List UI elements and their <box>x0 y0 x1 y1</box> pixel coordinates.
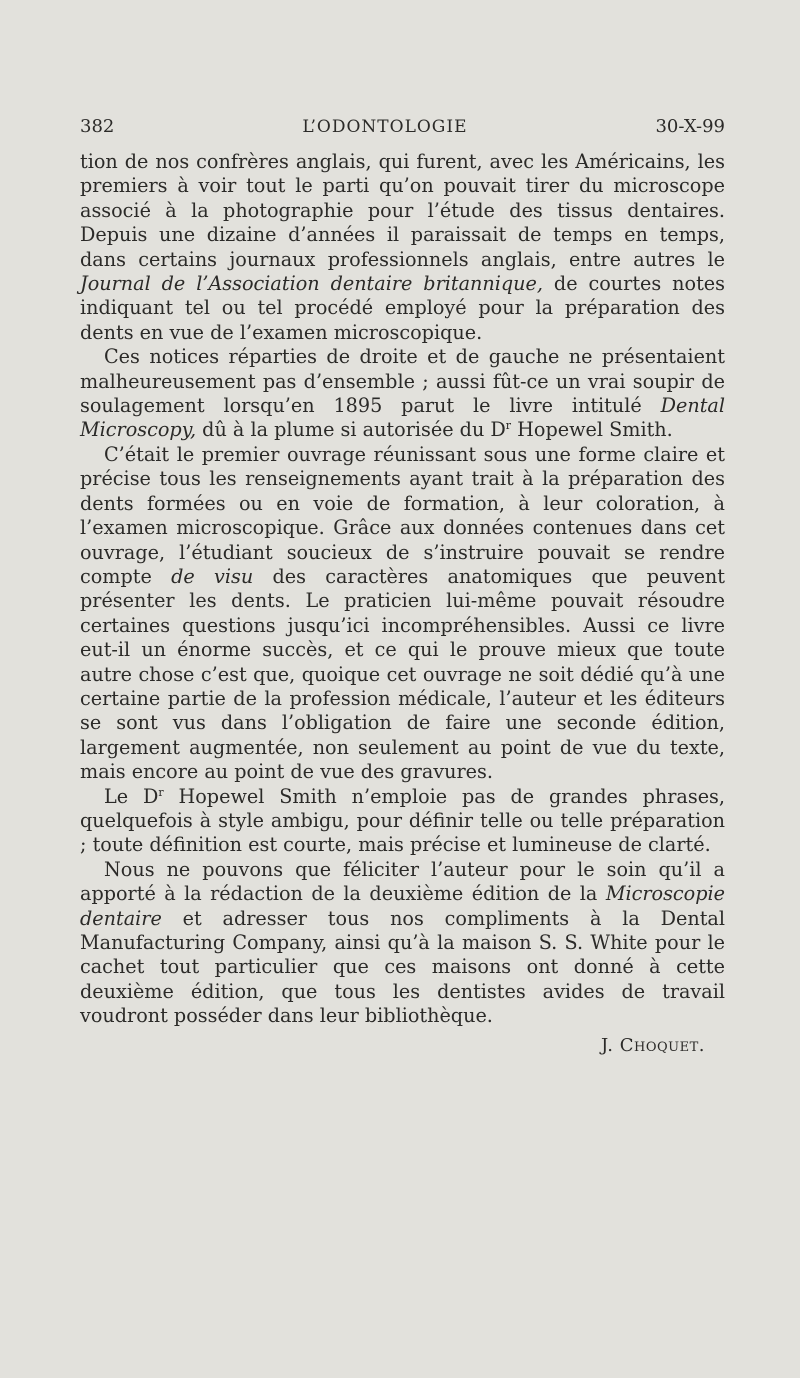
paragraph-4-start: Le D <box>104 784 159 808</box>
page-number: 382 <box>80 116 115 137</box>
paragraph-4-text: Hopewel Smith n’emploie pas de grandes phrases, quelquefois à style ambigu, pour définir telle ou telle préparation ; toute définition est courte, mais précise et lumineuse de clarté. <box>80 784 725 857</box>
paragraph-2-mid: dû à la plume si autorisée du D <box>196 418 506 442</box>
issue-date: 30-X-99 <box>655 116 725 137</box>
paragraph-3-end: des caractères anatomiques que peuvent présenter les dents. Le praticien lui-même pouvait résoudre certaines questions jusqu’ici incompréhensibles. Aussi ce livre eut-il un énorme succès, et ce qui le prouve mieux que toute autre chose c’est que, quoique cet ouvrage ne soit dédié qu’à une certaine partie de la profession médicale, l’auteur et les éditeurs se sont vus dans l’obligation de faire une seconde édition, largement augmentée, non seulement au point de vue du texte, mais encore au point de vue des gravures. <box>80 564 726 784</box>
paragraph-5 <box>80 858 725 1029</box>
paragraph-3 <box>80 443 725 785</box>
paragraph-5-end: et adresser tous nos compliments à la Dental Manufacturing Company, ainsi qu’à la maison S. S. White pour le cachet tout particulier que ces maisons ont donné à cette deuxième édition, que tous les dentistes avides de travail voudront posséder dans leur bibliothèque. <box>80 906 725 1028</box>
paragraph-3-text: C’était le premier ouvrage réunissant sous une forme claire et précise tous les renseignements ayant trait à la préparation des dents formées ou en voie de formation, à leur coloration, à l’examen microscopique. Grâce aux données contenues dans cet ouvrage, l’étudiant soucieux de s’instruire pouvait se rendre compte <box>80 442 725 588</box>
book-title: Dental Microscopy, <box>80 394 725 442</box>
superscript: r <box>505 419 512 433</box>
paragraph-1-text: tion de nos confrères anglais, qui furent, avec les Américains, les premiers à voir tout le parti qu’on pouvait tirer du microscope associé à la photographie pour l’étude des tissus dentaires. Depuis une dizaine d’années il paraissait de temps en temps, dans certains journaux professionnels anglais, entre autres le <box>80 150 725 271</box>
paragraph-2-text: Ces notices réparties de droite et de gauche ne présentaient malheureusement pas d’ensemble ; aussi fût-ce un vrai soupir de soulagement lorsqu’en 1895 parut le livre intitulé <box>80 345 725 418</box>
paragraph-2 <box>80 345 725 443</box>
document-page <box>80 116 725 1056</box>
running-header <box>80 116 725 142</box>
article-body <box>80 150 725 1029</box>
book-title-french: Microscopie dentaire <box>80 882 725 930</box>
superscript: r <box>158 785 164 799</box>
journal-reference: Journal de l’Association dentaire britannique, <box>80 272 543 296</box>
paragraph-1-end: de courtes notes indiquant tel ou tel procédé employé pour la préparation des dents en vue de l’examen microscopique. <box>80 272 726 344</box>
author-signature: J. Choquet. <box>600 1034 705 1056</box>
paragraph-4 <box>80 785 725 858</box>
paragraph-2-end: Hopewel Smith. <box>511 418 673 442</box>
paragraph-1 <box>80 150 725 345</box>
journal-title: L’ODONTOLOGIE <box>302 117 468 137</box>
paragraph-5-text: Nous ne pouvons que féliciter l’auteur pour le soin qu’il a apporté à la rédaction de la deuxième édition de la <box>80 857 725 906</box>
latin-phrase: de visu <box>171 564 254 588</box>
